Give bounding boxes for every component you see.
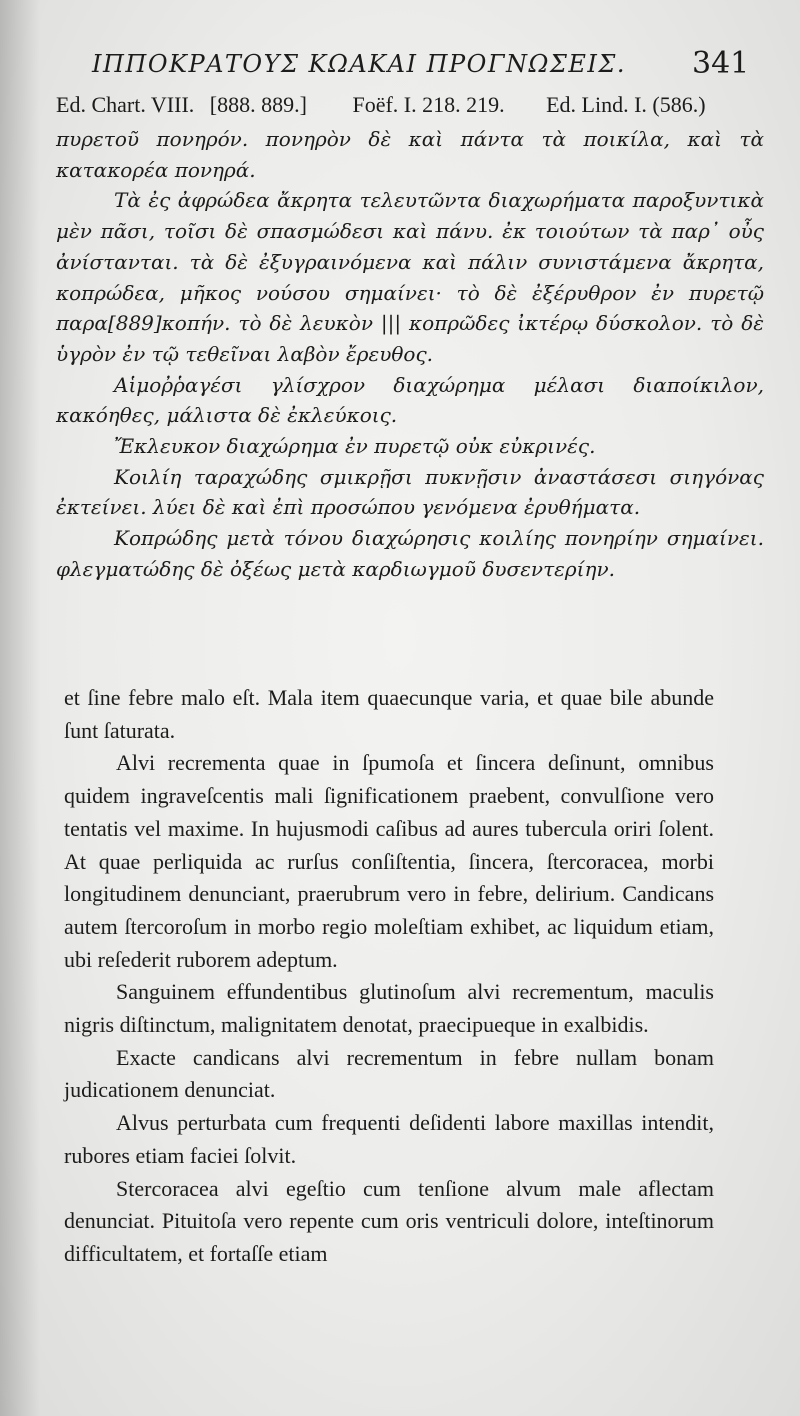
foesius-edition-ref: Foëf. I. 218. 219. [352, 92, 505, 117]
greek-paragraph: Κοιλίη ταραχώδης σμικρῇσι πυκνῇσιν ἀναστάσεσι σιηγόνας ἐκτείνει. λύει δὲ καὶ ἐπὶ προσώπου γενόμενα ἐρυθήματα. [56, 464, 764, 520]
latin-paragraph: et ſine febre malo eſt. Mala item quaecunque varia, et quae bile abunde ſunt ſaturata. [64, 685, 714, 743]
greek-paragraph: Κοπρώδης μετὰ τόνου διαχώρησις κοιλίης πονηρίην σημαίνει. φλεγματώδης δὲ ὀξέως μετὰ καρδιωγμοῦ δυσεντερίην. [56, 526, 764, 581]
latin-paragraph: Stercoracea alvi egeſtio cum tenſione alvum male aflectam denunciat. Pituitoſa vero repente cum oris ventriculi dolore, inteſtinorum difficultatem, et fortaſſe etiam [64, 1175, 714, 1266]
greek-paragraph: Ἔκλευκον διαχώρημα ἐν πυρετῷ οὐκ εὐκρινές. [114, 434, 596, 459]
latin-translation-block [64, 682, 714, 1271]
page-number: 341 [692, 46, 750, 81]
greek-paragraph: πυρετοῦ πονηρόν. πονηρὸν δὲ καὶ πάντα τὰ ποικίλα, καὶ τὰ κατακορέα πονηρά. [56, 127, 764, 182]
greek-paragraph: Αἱμοῤῥαγέσι γλίσχρον διαχώρημα μέλασι διαποίκιλον, κακόηθες, μάλιστα δὲ ἐκλεύκοις. [56, 372, 764, 428]
charterius-page-ref: [888. 889.] [209, 92, 307, 117]
linden-edition-ref: Ed. Lind. I. (586.) [546, 92, 706, 117]
page-header [92, 44, 782, 94]
latin-paragraph: Alvi recrementa quae in ſpumoſa et ſincera deſinunt, omnibus quidem ingraveſcentis mali ſignificationem praebent, convulſione vero tentatis vel maxime. In hujusmodi caſibus ad aures tubercula oriri ſolent. At quae perliquida ac rurſus conſiſtentia, ſincera, ſtercoracea, morbi longitudinem denunciant, praerubrum vero in febre, delirium. Candicans autem ſtercoroſum in morbo regio moleſtiam exhibet, ac liquidum etiam, ubi reſederit ruborem adeptum. [64, 750, 714, 972]
gutter-shadow [0, 0, 40, 1416]
running-title: ΙΠΠΟΚΡΑΤΟΥΣ ΚΩΑΚΑΙ ΠΡΟΓΝΩΣΕΙΣ. [92, 50, 626, 78]
edition-reference-line [56, 92, 776, 118]
greek-paragraph: Τὰ ἐς ἀφρώδεα ἄκρητα τελευτῶντα διαχωρήματα παροξυντικὰ μὲν πᾶσι, τοῖσι δὲ σπασμώδεσι καὶ πάνυ. ἐκ τοιούτων τὰ παρ᾽ οὖς ἀνίστανται. τὰ δὲ ἐξυγραινόμενα καὶ πάλιν συνιστάμενα ἄκρητα, κοπρώδεα, μῆκος νούσου σημαίνει· τὸ δὲ ἐξέρυθρον ἐν πυρετῷ παρα[889]κοπήν. τὸ δὲ λευκὸν ||| κοπρῶδες ἰκτέρῳ δύσκολον. τὸ δὲ ὑγρὸν ἐν τῷ τεθεῖναι λαβὸν ἔρευθος. [56, 188, 764, 366]
charterius-edition-ref: Ed. Chart. VIII. [56, 92, 195, 117]
greek-text-block [56, 124, 764, 585]
latin-paragraph: Exacte candicans alvi recrementum in febre nullam bonam judicationem denunciat. [64, 1044, 714, 1103]
latin-paragraph: Sanguinem effundentibus glutinoſum alvi recrementum, maculis nigris diſtinctum, malignitatem denotat, praecipueque in exalbidis. [64, 979, 714, 1038]
latin-paragraph: Alvus perturbata cum frequenti deſidenti labore maxillas intendit, rubores etiam faciei ſolvit. [64, 1110, 714, 1168]
